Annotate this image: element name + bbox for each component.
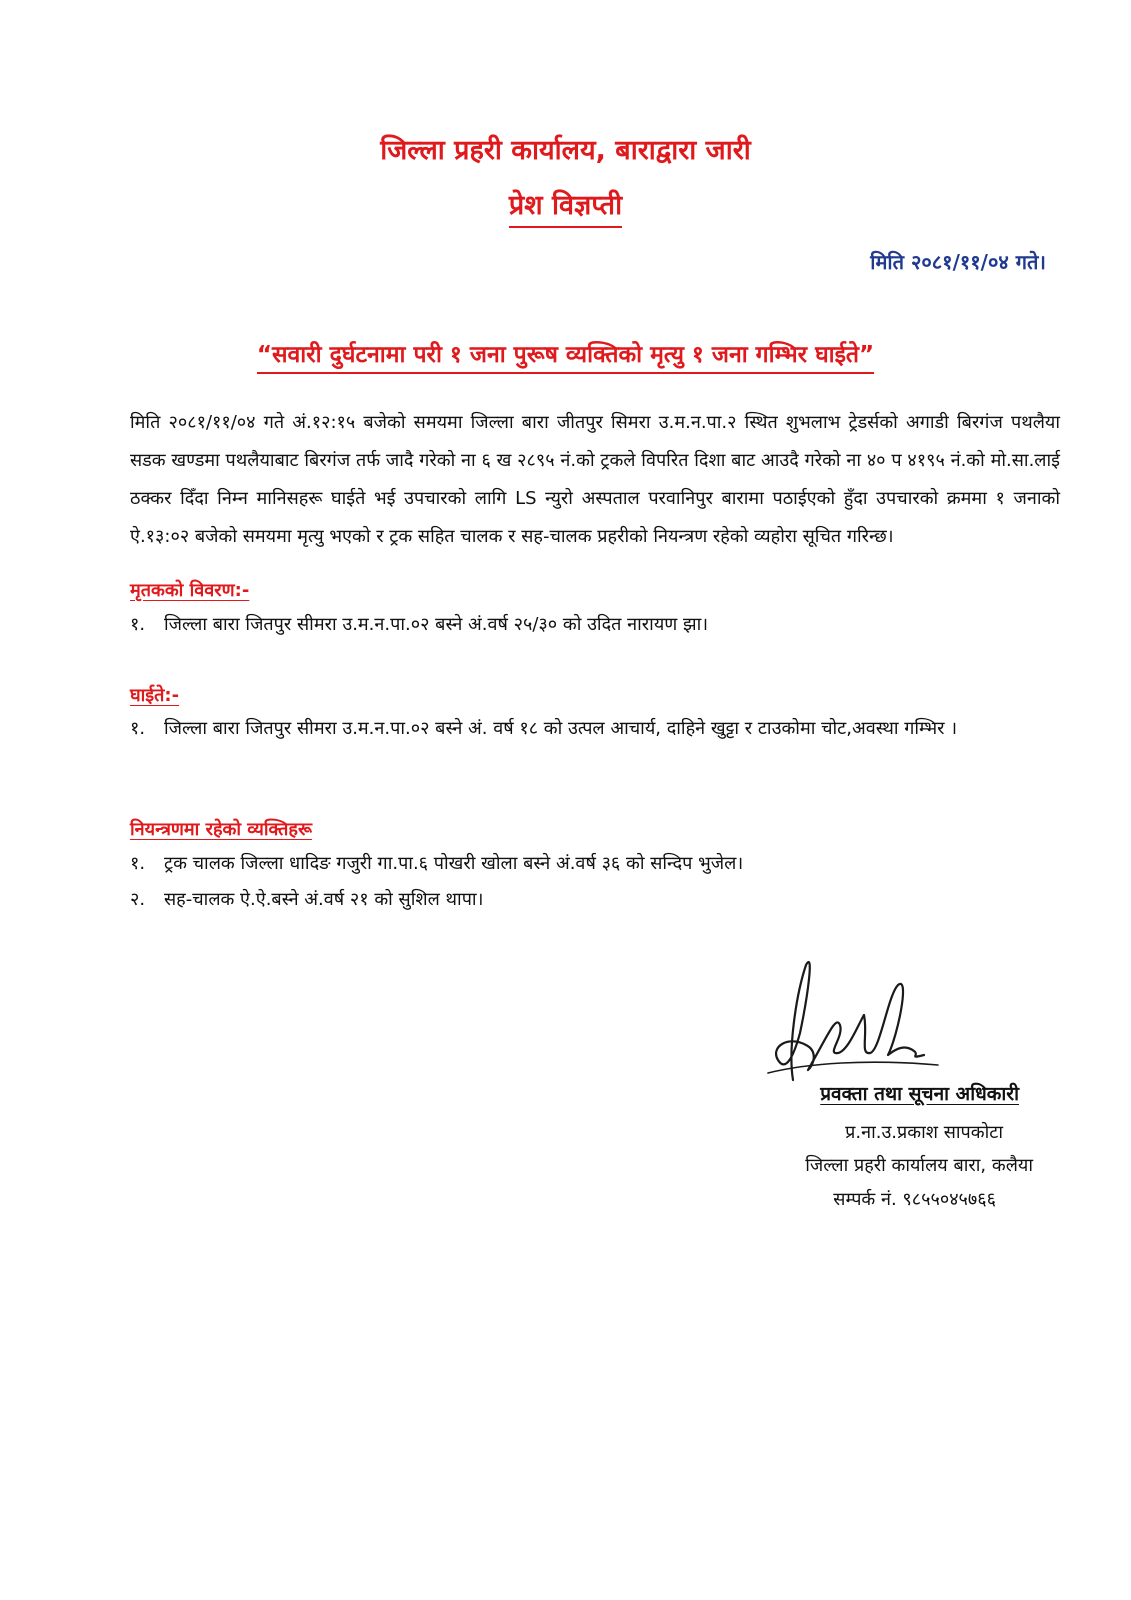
list-number: २. xyxy=(130,889,146,910)
deceased-item xyxy=(130,607,1060,643)
deceased-heading: मृतकको विवरण:- xyxy=(130,580,250,601)
release-date: मिति २०८१/११/०४ गते। xyxy=(870,250,1046,274)
detained-item xyxy=(130,882,1060,918)
detained-heading: नियन्त्रणमा रहेको व्यक्तिहरू xyxy=(130,819,312,840)
signature-scribble-icon xyxy=(748,955,948,1085)
list-text: ट्रक चालक जिल्ला धादिङ गजुरी गा.पा.६ पोखरी खोला बस्ने अं.वर्ष ३६ को सन्दिप भुजेल। xyxy=(164,853,744,874)
injured-item xyxy=(130,711,1060,747)
list-text: जिल्ला बारा जितपुर सीमरा उ.म.न.पा.०२ बस्ने अं.वर्ष २५/३० को उदित नारायण झा। xyxy=(164,614,709,635)
news-headline xyxy=(0,337,1131,374)
list-number: १. xyxy=(130,614,146,635)
injured-heading: घाईते:- xyxy=(130,685,180,706)
signatory-title: प्रवक्ता तथा सूचना अधिकारी xyxy=(820,1083,1019,1105)
incident-description: मिति २०८१/११/०४ गते अं.१२:१५ बजेको समयमा जिल्ला बारा जीतपुर सिमरा उ.म.न.पा.२ स्थित शुभलाभ ट्रेडर्सको अगाडी बिरगंज पथलैया सडक खण्डमा पथलैयाबाट बिरगंज तर्फ जादै गरेको ना ६ ख २८९५ नं.को ट्रकले विपरित दिशा बाट आउदै गरेको ना ४० प ४१९५ नं.को मो.सा.लाई ठक्कर दिँदा निम्न मानिसहरू घाईते भई उपचारको लागि LS न्युरो अस्पताल परवानिपुर बारामा पठाईएको हुँदा उपचारको क्रममा १ जनाको ऐ.१३:०२ बजेको समयमा मृत्यु भएको र ट्रक सहित चालक र सह-चालक प्रहरीको नियन्त्रण रहेको व्यहोरा सूचित गरिन्छ। xyxy=(130,412,1060,547)
document-type-label: प्रेश विज्ञप्ती xyxy=(509,185,622,228)
office-title: जिल्ला प्रहरी कार्यालय, बाराद्वारा जारी xyxy=(380,135,751,166)
signatory-contact: सम्पर्क नं. ९८५५०४५७६६ xyxy=(833,1189,996,1210)
list-text: जिल्ला बारा जितपुर सीमरा उ.म.न.पा.०२ बस्ने अं. वर्ष १८ को उत्पल आचार्य, दाहिने खुट्टा र टाउकोमा चोट,अवस्था गम्भिर । xyxy=(164,718,958,739)
document-type-heading xyxy=(0,185,1131,228)
list-number: १. xyxy=(130,853,146,874)
list-text: सह-चालक ऐ.ऐ.बस्ने अं.वर्ष २१ को सुशिल थापा। xyxy=(164,889,484,910)
headline-text: “सवारी दुर्घटनामा परी १ जना पुरूष व्यक्तिको मृत्यु १ जना गम्भिर घाईते” xyxy=(257,337,874,374)
detained-item xyxy=(130,846,1060,882)
list-number: १. xyxy=(130,718,146,739)
signatory-name: प्र.ना.उ.प्रकाश सापकोटा xyxy=(845,1122,1003,1143)
handwritten-signature xyxy=(748,955,948,1085)
signatory-office: जिल्ला प्रहरी कार्यालय बारा, कलैया xyxy=(805,1155,1033,1176)
